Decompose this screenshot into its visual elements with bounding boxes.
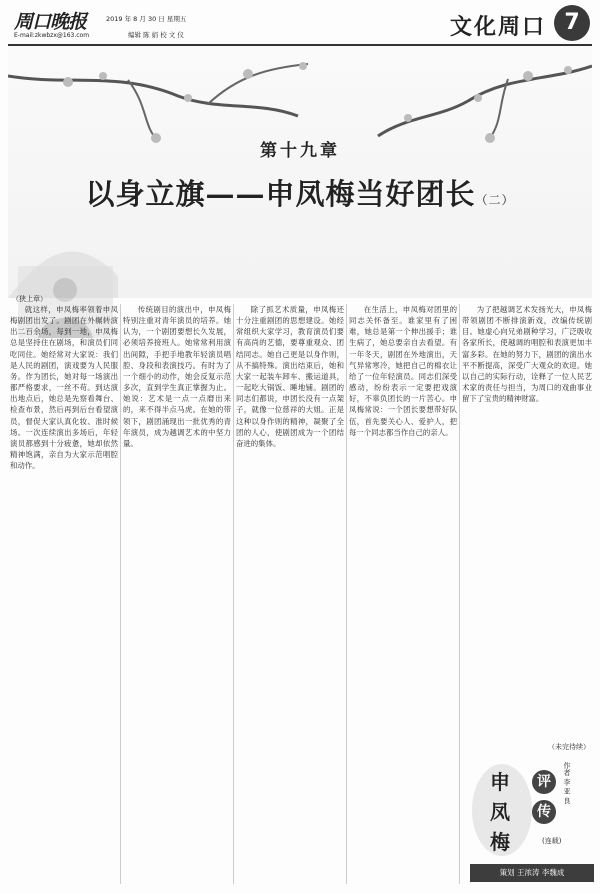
photo-caption: （狭上章） — [12, 295, 47, 303]
article-column-2 — [123, 304, 231, 884]
page-editors: 编辑 陈 娟 校 文 仪 — [128, 31, 184, 39]
page-number-badge: 7 — [554, 5, 590, 41]
column-text: 就这样，申凤梅率领着申凤梅剧团出发了。剧团在外辗转演出二百余场，每到一地，申凤梅总是坚持住在剧场，和演员们同吃同住。她经常对大家说：我们是人民的剧团，演戏要为人民服务。作为团长，她对每一场演出都严格要求，一丝不苟。到达演出地点后，她总是先察看舞台、检查布景，然后再到后台看望演员，督促大家认真化妆、准时候场。一次连续演出多场后，年轻演员都感到十分疲惫，她却依然精神饱满，亲自为大家示范唱腔和动作。 — [10, 305, 118, 471]
column-divider — [346, 304, 347, 884]
author-credit: 作者 李 亚 良 — [563, 762, 571, 804]
article-title — [0, 172, 600, 213]
seal-char: 梅 — [490, 830, 510, 854]
column-text: 除了抓艺术质量，申凤梅还十分注重剧团的思想建设。她经常组织大家学习，教育演员们要有高尚的艺德，要尊重观众、团结同志。她自己更是以身作则，从不搞特殊。演出结束后，她和大家一起装车卸车、搬运道具，一起吃大锅饭、睡地铺。剧团的同志们都说，申团长没有一点架子，就像一位慈祥的大姐。正是这种以身作则的精神，凝聚了全团的人心，使剧团成为一个团结奋进的集体。 — [236, 305, 344, 448]
article-column-3 — [236, 304, 344, 884]
newspaper-logo: 周口晚报 — [14, 11, 87, 33]
header-illustration — [8, 46, 592, 298]
serial-seal — [470, 760, 592, 860]
chapter-heading: 第十九章 — [260, 141, 340, 161]
column-divider — [233, 304, 234, 884]
masthead — [8, 4, 592, 46]
continued-note: （未完待续） — [548, 743, 590, 751]
contact-email: E-mail:zkwbzx@163.com — [14, 32, 90, 39]
article-title-text: 以身立旗——申凤梅当好团长 — [85, 177, 476, 211]
seal-char: 凤 — [490, 800, 510, 824]
column-divider — [459, 304, 460, 884]
seal-badge: 评 — [532, 770, 556, 794]
seal-char: 申 — [490, 770, 510, 794]
planning-credit: 策划 王浓涛 李魏成 — [470, 864, 594, 882]
column-text: 传统剧目的演出中，申凤梅特别注重对青年演员的培养。她认为，一个剧团要想长久发展，必须培养接班人。她常常利用演出间隙，手把手地教年轻演员唱腔、身段和表演技巧。有时为了一个细小的动作，她会反复示范多次，直到学生真正掌握为止。她说：艺术是一点一点磨出来的，来不得半点马虎。在她的带领下，剧团涌现出一批优秀的青年演员，成为越调艺术的中坚力量。 — [123, 305, 231, 448]
article-title-suffix: （二） — [475, 193, 515, 207]
column-text: 为了把越调艺术发扬光大，申凤梅带领剧团不断排演新戏，改编传统剧目。她虚心向兄弟剧种学习，广泛吸收各家所长，使越调的唱腔和表演更加丰富多彩。在她的努力下，剧团的演出水平不断提高，深受广大观众的欢迎。她以自己的实际行动，诠释了一位人民艺术家的责任与担当，为周口的戏曲事业留下了宝贵的精神财富。 — [462, 305, 592, 404]
serial-note: (连载) — [542, 837, 562, 845]
article-column-5 — [462, 304, 592, 749]
column-divider — [120, 304, 121, 884]
issue-date: 2019 年 8 月 30 日 星期五 — [106, 15, 187, 23]
section-title: 文化周口 — [449, 14, 546, 40]
column-text: 在生活上，申凤梅对团里的同志关怀备至。谁家里有了困难，她总是第一个伸出援手；谁生病了，她总要亲自去看望。有一年冬天，剧团在外地演出，天气异常寒冷，她把自己的棉衣让给了一位年轻演员。同志们深受感动，纷纷表示一定要把戏演好，不辜负团长的一片苦心。申凤梅常说：一个团长要想带好队伍，首先要关心人、爱护人，把每一个同志都当作自己的亲人。 — [349, 305, 457, 437]
article-column-1 — [10, 304, 118, 884]
seal-badge: 传 — [532, 800, 556, 824]
article-column-4 — [349, 304, 457, 884]
